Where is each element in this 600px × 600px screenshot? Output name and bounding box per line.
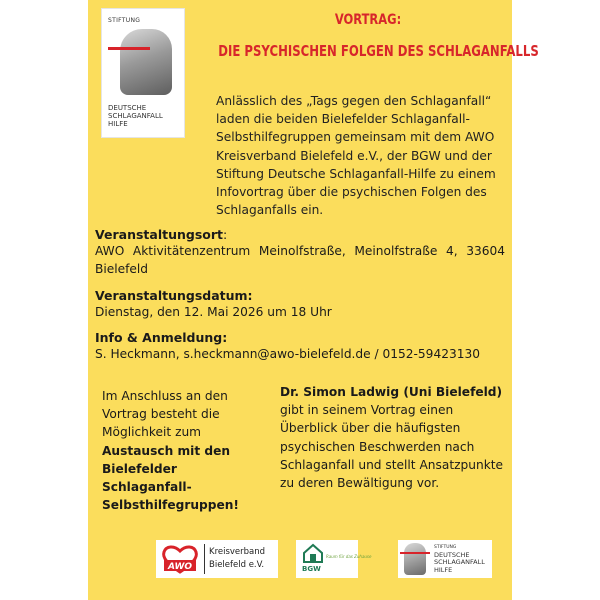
speaker-column — [280, 383, 506, 492]
exchange-column — [102, 387, 240, 514]
info-section — [95, 329, 505, 364]
footer-logo-wordmark — [434, 544, 485, 574]
logo-stiftung-label: STIFTUNG — [108, 17, 141, 24]
venue-section — [95, 226, 505, 278]
date-label: Veranstaltungsdatum: — [95, 288, 253, 303]
awo-logo — [156, 540, 278, 578]
intro-paragraph: Anlässlich des „Tags gegen den Schlaganfall“ laden die beiden Bielefelder Schlaganfall-Selbsthilfegruppen gemeinsam mit dem AWO Kreisverband Bielefeld e.V., der BGW und der Stiftung Deutsche Schlaganfall-Hilfe zu einem Infovortrag über die psychischen Folgen des Schlaganfalls ein. — [216, 94, 496, 218]
stiftung-footer-logo — [398, 540, 492, 578]
logo-word-3: HILFE — [108, 120, 128, 128]
logo-word-2: SCHLAGANFALL — [108, 112, 163, 120]
info-value: S. Heckmann, s.heckmann@awo-bielefeld.de / 0152-59423130 — [95, 347, 480, 361]
stiftung-deutsche-schlaganfall-hilfe-logo — [101, 8, 185, 138]
speaker-name: Dr. Simon Ladwig (Uni Bielefeld) — [280, 385, 503, 399]
info-label: Info & Anmeldung: — [95, 330, 228, 345]
logo-word-1: DEUTSCHE — [108, 104, 147, 112]
footer-logo-red-line — [400, 552, 430, 554]
poster-title-line-1: VORTRAG: — [334, 12, 402, 28]
bgw-logo — [296, 540, 372, 578]
speaker-description: gibt in seinem Vortrag einen Überblick über die häufigsten psychischen Beschwerden nach Schlaganfall und stellt Ansatzpunkte zu deren Bewältigung vor. — [280, 403, 504, 491]
bgw-name: BGW — [302, 565, 321, 573]
house-icon — [302, 543, 324, 563]
footer-logo-word-3: HILFE — [434, 565, 453, 574]
venue-value: AWO Aktivitätenzentrum Meinolfstraße, Meinolfstraße 4, 33604 Bielefeld — [95, 244, 505, 276]
footer-logo-word-2: SCHLAGANFALL — [434, 558, 485, 567]
footer-logo-word-1: DEUTSCHE — [434, 550, 470, 559]
exchange-bold-text: Austausch mit den Bielefelder Schlaganfall-Selbsthilfegruppen! — [102, 443, 239, 513]
logo-wordmark — [108, 104, 182, 128]
bgw-tagline: Raum für das Zuhause — [326, 554, 372, 559]
awo-line-1: Kreisverband — [209, 547, 266, 557]
venue-label — [95, 226, 505, 243]
awo-mark-text: AWO — [167, 562, 193, 572]
awo-heart-icon — [160, 544, 200, 574]
date-value: Dienstag, den 12. Mai 2026 um 18 Uhr — [95, 305, 332, 319]
exchange-text: Im Anschluss an den Vortrag besteht die Möglichkeit zum — [102, 389, 228, 440]
logo-face-image — [120, 29, 172, 95]
event-poster — [88, 0, 539, 600]
footer-logo-stiftung: STIFTUNG — [434, 545, 457, 550]
awo-line-2: Bielefeld e.V. — [209, 560, 265, 570]
venue-label-text: Veranstaltungsort — [95, 227, 223, 242]
footer-logo-face-image — [404, 543, 426, 575]
venue-label-colon: : — [223, 227, 228, 242]
date-section — [95, 287, 505, 322]
logo-red-line — [108, 47, 150, 50]
poster-title-line-2: DIE PSYCHISCHEN FOLGEN DES SCHLAGANFALLS — [218, 42, 539, 60]
awo-separator — [204, 544, 205, 574]
